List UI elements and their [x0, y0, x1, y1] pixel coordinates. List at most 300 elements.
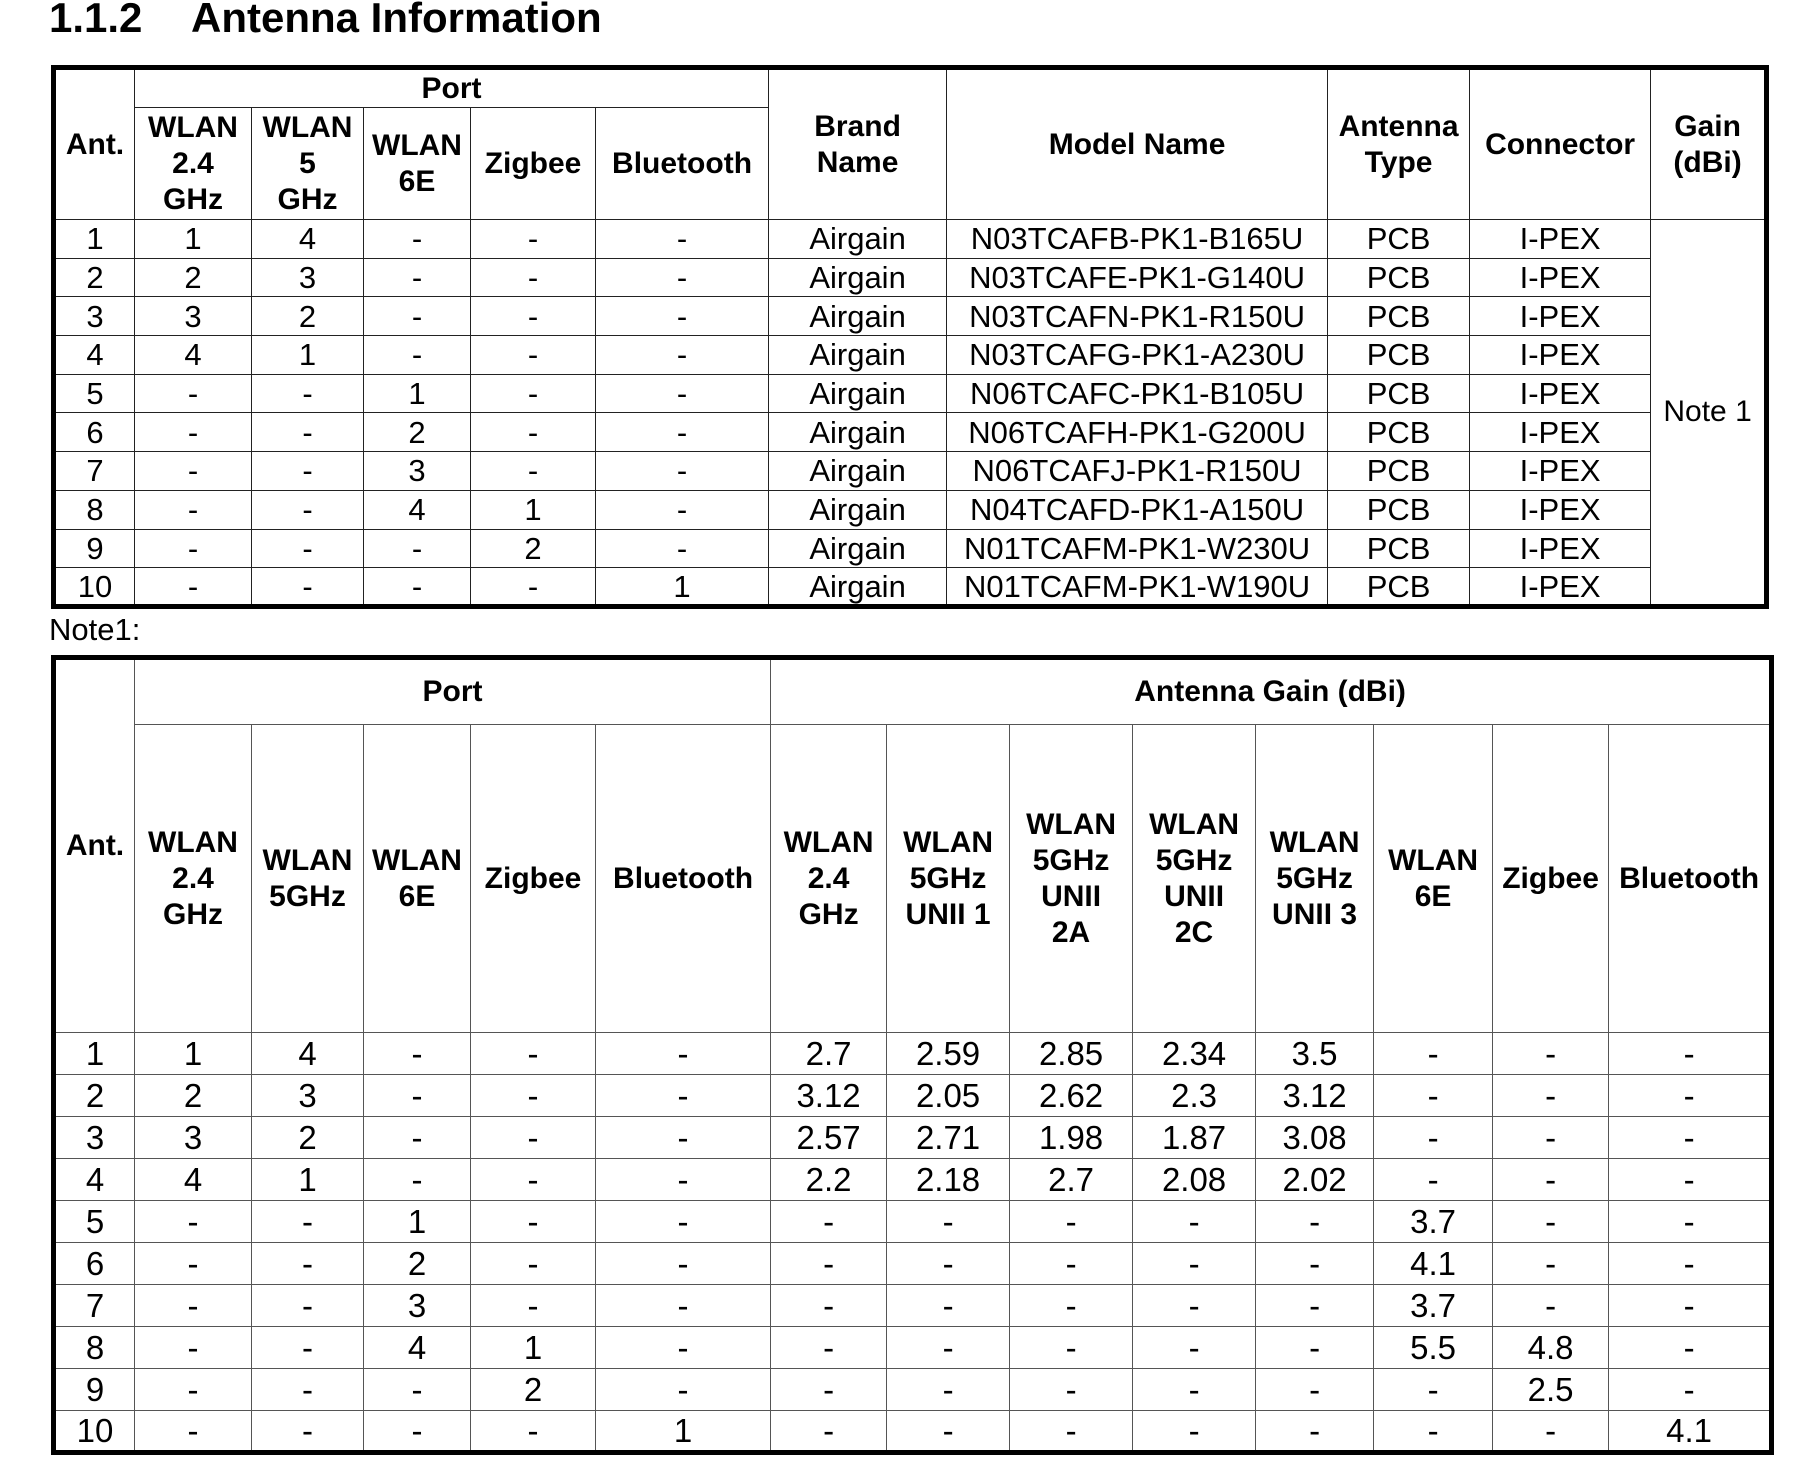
cell-gain-wlan-6e: -	[1374, 1117, 1493, 1159]
cell-gain-bluetooth: -	[1609, 1201, 1772, 1243]
cell-ant: 3	[54, 297, 135, 336]
cell-port-zigbee: -	[471, 1411, 596, 1453]
cell-port-wlan-5ghz: 1	[252, 336, 364, 375]
cell-gain-wlan-5ghz-unii3: 3.12	[1256, 1075, 1374, 1117]
cell-port-wlan-5ghz: -	[252, 490, 364, 529]
cell-gain-wlan-6e: -	[1374, 1411, 1493, 1453]
table-row	[54, 1411, 1772, 1453]
cell-port-wlan-5ghz: -	[252, 374, 364, 413]
col-group-antenna-gain: Antenna Gain (dBi)	[771, 658, 1772, 725]
cell-port-bluetooth: -	[596, 452, 769, 491]
cell-port-bluetooth: -	[596, 529, 769, 568]
cell-port-wlan-6e: -	[364, 297, 471, 336]
cell-gain-wlan-5ghz-unii2c: 2.3	[1133, 1075, 1256, 1117]
cell-gain-wlan-5ghz-unii2c: 1.87	[1133, 1117, 1256, 1159]
table-row	[54, 1075, 1772, 1117]
cell-port-wlan-5ghz: -	[252, 452, 364, 491]
cell-type: PCB	[1328, 258, 1470, 297]
table-row	[54, 568, 1767, 607]
cell-ant: 6	[54, 1243, 135, 1285]
cell-model: N06TCAFH-PK1-G200U	[947, 413, 1328, 452]
col-gain-bluetooth-label: Bluetooth	[1619, 861, 1760, 895]
cell-ant: 1	[54, 220, 135, 259]
table-row	[54, 1369, 1772, 1411]
cell-model: N03TCAFB-PK1-B165U	[947, 220, 1328, 259]
cell-gain-wlan-5ghz-unii3: -	[1256, 1411, 1374, 1453]
col-port-wlan-6e	[364, 108, 471, 220]
table-row	[54, 1201, 1772, 1243]
cell-port-bluetooth: -	[596, 1033, 771, 1075]
cell-port-bluetooth: -	[596, 1201, 771, 1243]
col-brand	[769, 68, 947, 220]
cell-port-wlan-2-4ghz: -	[135, 529, 252, 568]
cell-gain-wlan-2-4ghz: -	[771, 1285, 887, 1327]
cell-connector: I-PEX	[1470, 413, 1651, 452]
cell-port-bluetooth: -	[596, 1243, 771, 1285]
col-port-wlan-5ghz	[252, 725, 364, 1033]
cell-connector: I-PEX	[1470, 297, 1651, 336]
cell-gain-bluetooth: -	[1609, 1369, 1772, 1411]
col-gain-wlan-6e-label: WLAN 6E	[1388, 843, 1479, 913]
cell-port-wlan-6e: -	[364, 568, 471, 607]
cell-brand: Airgain	[769, 490, 947, 529]
cell-gain-wlan-5ghz-unii2a: 2.62	[1010, 1075, 1133, 1117]
cell-type: PCB	[1328, 220, 1470, 259]
cell-type: PCB	[1328, 297, 1470, 336]
cell-port-zigbee: -	[471, 1117, 596, 1159]
table-row	[54, 1243, 1772, 1285]
cell-port-wlan-6e: -	[364, 258, 471, 297]
cell-gain-wlan-5ghz-unii3: -	[1256, 1369, 1374, 1411]
cell-port-zigbee: -	[471, 336, 596, 375]
cell-port-wlan-2-4ghz: -	[135, 1327, 252, 1369]
col-port-wlan-2-4ghz-label: WLAN 2.4 GHz	[148, 110, 238, 216]
cell-gain-zigbee: -	[1493, 1159, 1609, 1201]
col-port-bluetooth	[596, 108, 769, 220]
cell-gain-wlan-2-4ghz: -	[771, 1201, 887, 1243]
cell-port-bluetooth: -	[596, 336, 769, 375]
col-ant: Ant.	[54, 658, 135, 1033]
cell-port-bluetooth: -	[596, 1159, 771, 1201]
cell-brand: Airgain	[769, 220, 947, 259]
cell-gain-wlan-6e: -	[1374, 1159, 1493, 1201]
cell-connector: I-PEX	[1470, 258, 1651, 297]
cell-port-bluetooth: 1	[596, 568, 769, 607]
cell-ant: 3	[54, 1117, 135, 1159]
cell-port-wlan-2-4ghz: -	[135, 452, 252, 491]
cell-gain-wlan-5ghz-unii1: 2.71	[887, 1117, 1010, 1159]
col-gain-wlan-6e	[1374, 725, 1493, 1033]
cell-port-wlan-2-4ghz: -	[135, 413, 252, 452]
cell-model: N03TCAFN-PK1-R150U	[947, 297, 1328, 336]
table-row	[54, 297, 1767, 336]
cell-ant: 9	[54, 1369, 135, 1411]
cell-ant: 5	[54, 1201, 135, 1243]
col-gain-wlan-2-4ghz-label: WLAN 2.4 GHz	[783, 825, 874, 931]
cell-port-wlan-6e: -	[364, 1117, 471, 1159]
col-model: Model Name	[947, 68, 1328, 220]
col-port-wlan-2-4ghz	[135, 725, 252, 1033]
cell-port-wlan-5ghz: 3	[252, 258, 364, 297]
cell-port-wlan-2-4ghz: -	[135, 374, 252, 413]
cell-gain-wlan-5ghz-unii2c: -	[1133, 1243, 1256, 1285]
cell-gain-wlan-2-4ghz: 3.12	[771, 1075, 887, 1117]
col-gain-wlan-5ghz-unii2a-label: WLAN 5GHz UNII 2A	[1026, 807, 1117, 949]
cell-brand: Airgain	[769, 452, 947, 491]
table-row	[54, 336, 1767, 375]
cell-gain-wlan-5ghz-unii2c: -	[1133, 1285, 1256, 1327]
cell-port-zigbee: -	[471, 1243, 596, 1285]
cell-port-wlan-2-4ghz: -	[135, 1243, 252, 1285]
col-port-zigbee	[471, 108, 596, 220]
cell-gain-wlan-2-4ghz: 2.57	[771, 1117, 887, 1159]
cell-port-zigbee: -	[471, 1201, 596, 1243]
cell-port-zigbee: 1	[471, 1327, 596, 1369]
cell-ant: 8	[54, 490, 135, 529]
cell-model: N01TCAFM-PK1-W190U	[947, 568, 1328, 607]
col-connector: Connector	[1470, 68, 1651, 220]
cell-ant: 7	[54, 452, 135, 491]
cell-gain-wlan-6e: 3.7	[1374, 1201, 1493, 1243]
cell-gain-wlan-5ghz-unii2a: -	[1010, 1411, 1133, 1453]
cell-port-wlan-6e: -	[364, 1369, 471, 1411]
cell-gain-zigbee: -	[1493, 1033, 1609, 1075]
cell-brand: Airgain	[769, 529, 947, 568]
cell-port-wlan-5ghz: -	[252, 529, 364, 568]
col-gain	[1651, 68, 1767, 220]
cell-port-wlan-5ghz: 2	[252, 1117, 364, 1159]
cell-port-wlan-5ghz: -	[252, 1369, 364, 1411]
col-type-label: Antenna Type	[1338, 109, 1459, 179]
cell-port-wlan-5ghz: -	[252, 1327, 364, 1369]
table-row	[54, 1327, 1772, 1369]
cell-gain-note: Note 1	[1651, 220, 1767, 607]
cell-type: PCB	[1328, 452, 1470, 491]
cell-port-zigbee: -	[471, 258, 596, 297]
cell-port-wlan-2-4ghz: 1	[135, 1033, 252, 1075]
col-gain-bluetooth	[1609, 725, 1772, 1033]
cell-port-wlan-6e: 3	[364, 1285, 471, 1327]
cell-port-bluetooth: -	[596, 1285, 771, 1327]
cell-gain-wlan-2-4ghz: -	[771, 1411, 887, 1453]
cell-port-bluetooth: -	[596, 413, 769, 452]
cell-gain-bluetooth: -	[1609, 1327, 1772, 1369]
table-row	[54, 490, 1767, 529]
cell-gain-wlan-5ghz-unii1: -	[887, 1369, 1010, 1411]
cell-port-wlan-5ghz: -	[252, 568, 364, 607]
cell-connector: I-PEX	[1470, 529, 1651, 568]
cell-gain-zigbee: -	[1493, 1285, 1609, 1327]
cell-port-zigbee: -	[471, 220, 596, 259]
cell-type: PCB	[1328, 529, 1470, 568]
cell-ant: 4	[54, 336, 135, 375]
col-port-wlan-6e-label: WLAN 6E	[372, 128, 462, 198]
cell-port-wlan-2-4ghz: -	[135, 490, 252, 529]
cell-port-bluetooth: -	[596, 258, 769, 297]
col-port-wlan-5ghz	[252, 108, 364, 220]
antenna-info-table	[51, 65, 1769, 609]
cell-port-wlan-2-4ghz: 4	[135, 1159, 252, 1201]
cell-gain-wlan-5ghz-unii3: -	[1256, 1201, 1374, 1243]
cell-gain-wlan-2-4ghz: 2.7	[771, 1033, 887, 1075]
col-gain-wlan-5ghz-unii2c	[1133, 725, 1256, 1033]
col-port-zigbee-label: Zigbee	[484, 861, 582, 895]
col-gain-wlan-5ghz-unii3	[1256, 725, 1374, 1033]
cell-connector: I-PEX	[1470, 568, 1651, 607]
cell-type: PCB	[1328, 336, 1470, 375]
cell-port-wlan-2-4ghz: -	[135, 1285, 252, 1327]
cell-port-wlan-6e: -	[364, 529, 471, 568]
cell-ant: 1	[54, 1033, 135, 1075]
table-row	[54, 452, 1767, 491]
col-port-wlan-6e	[364, 725, 471, 1033]
col-port-wlan-5ghz-label: WLAN 5GHz	[262, 843, 353, 913]
table-row	[54, 1159, 1772, 1201]
cell-gain-wlan-5ghz-unii1: -	[887, 1201, 1010, 1243]
cell-gain-wlan-5ghz-unii2c: -	[1133, 1411, 1256, 1453]
cell-gain-wlan-5ghz-unii2c: 2.08	[1133, 1159, 1256, 1201]
cell-gain-wlan-5ghz-unii1: -	[887, 1411, 1010, 1453]
cell-gain-wlan-2-4ghz: 2.2	[771, 1159, 887, 1201]
table-row	[54, 374, 1767, 413]
cell-brand: Airgain	[769, 568, 947, 607]
cell-gain-wlan-5ghz-unii2a: -	[1010, 1201, 1133, 1243]
cell-port-wlan-2-4ghz: 2	[135, 1075, 252, 1117]
cell-port-bluetooth: 1	[596, 1411, 771, 1453]
cell-model: N03TCAFE-PK1-G140U	[947, 258, 1328, 297]
col-port-zigbee	[471, 725, 596, 1033]
cell-gain-wlan-2-4ghz: -	[771, 1327, 887, 1369]
table-row	[54, 529, 1767, 568]
cell-gain-wlan-5ghz-unii1: -	[887, 1285, 1010, 1327]
cell-port-wlan-5ghz: -	[252, 1285, 364, 1327]
cell-gain-wlan-5ghz-unii1: -	[887, 1327, 1010, 1369]
cell-type: PCB	[1328, 413, 1470, 452]
cell-gain-zigbee: -	[1493, 1075, 1609, 1117]
cell-gain-wlan-5ghz-unii1: 2.05	[887, 1075, 1010, 1117]
section-heading	[49, 0, 602, 44]
cell-port-wlan-2-4ghz: -	[135, 1411, 252, 1453]
cell-port-wlan-6e: 1	[364, 1201, 471, 1243]
cell-gain-zigbee: -	[1493, 1201, 1609, 1243]
cell-gain-wlan-2-4ghz: -	[771, 1243, 887, 1285]
cell-port-wlan-6e: -	[364, 336, 471, 375]
cell-gain-wlan-5ghz-unii2a: -	[1010, 1243, 1133, 1285]
table-row	[54, 413, 1767, 452]
cell-gain-zigbee: -	[1493, 1117, 1609, 1159]
cell-ant: 4	[54, 1159, 135, 1201]
cell-port-zigbee: -	[471, 413, 596, 452]
cell-brand: Airgain	[769, 297, 947, 336]
cell-port-zigbee: -	[471, 1285, 596, 1327]
cell-gain-wlan-5ghz-unii3: -	[1256, 1327, 1374, 1369]
col-brand-label: Brand Name	[814, 109, 901, 179]
table-row	[54, 1033, 1772, 1075]
cell-port-wlan-6e: 2	[364, 1243, 471, 1285]
section-title: Antenna Information	[191, 0, 602, 41]
cell-port-zigbee: -	[471, 374, 596, 413]
cell-gain-wlan-6e: 4.1	[1374, 1243, 1493, 1285]
cell-ant: 6	[54, 413, 135, 452]
cell-port-wlan-5ghz: 1	[252, 1159, 364, 1201]
cell-gain-wlan-6e: -	[1374, 1075, 1493, 1117]
cell-port-wlan-2-4ghz: -	[135, 568, 252, 607]
cell-port-bluetooth: -	[596, 220, 769, 259]
cell-port-wlan-2-4ghz: 4	[135, 336, 252, 375]
cell-port-wlan-2-4ghz: -	[135, 1201, 252, 1243]
col-port-bluetooth-label: Bluetooth	[613, 861, 754, 895]
cell-gain-wlan-5ghz-unii2a: -	[1010, 1369, 1133, 1411]
col-gain-wlan-5ghz-unii2a	[1010, 725, 1133, 1033]
cell-gain-wlan-5ghz-unii2a: 2.85	[1010, 1033, 1133, 1075]
cell-port-wlan-6e: -	[364, 220, 471, 259]
cell-connector: I-PEX	[1470, 490, 1651, 529]
cell-gain-wlan-5ghz-unii2c: -	[1133, 1201, 1256, 1243]
cell-gain-bluetooth: -	[1609, 1285, 1772, 1327]
cell-port-zigbee: -	[471, 297, 596, 336]
cell-gain-wlan-5ghz-unii3: 2.02	[1256, 1159, 1374, 1201]
cell-brand: Airgain	[769, 258, 947, 297]
cell-brand: Airgain	[769, 374, 947, 413]
col-port-wlan-2-4ghz	[135, 108, 252, 220]
cell-ant: 9	[54, 529, 135, 568]
col-port-wlan-2-4ghz-label: WLAN 2.4 GHz	[148, 825, 238, 931]
cell-gain-wlan-5ghz-unii2a: -	[1010, 1285, 1133, 1327]
cell-port-zigbee: -	[471, 452, 596, 491]
cell-port-wlan-6e: 1	[364, 374, 471, 413]
col-ant: Ant.	[54, 68, 135, 220]
cell-connector: I-PEX	[1470, 452, 1651, 491]
cell-gain-wlan-5ghz-unii2a: 1.98	[1010, 1117, 1133, 1159]
cell-port-wlan-2-4ghz: -	[135, 1369, 252, 1411]
cell-port-wlan-5ghz: 2	[252, 297, 364, 336]
cell-gain-bluetooth: -	[1609, 1075, 1772, 1117]
cell-gain-zigbee: 4.8	[1493, 1327, 1609, 1369]
cell-port-wlan-6e: 3	[364, 452, 471, 491]
cell-gain-bluetooth: -	[1609, 1033, 1772, 1075]
cell-gain-wlan-5ghz-unii3: 3.08	[1256, 1117, 1374, 1159]
cell-ant: 2	[54, 1075, 135, 1117]
col-group-port: Port	[135, 658, 771, 725]
cell-port-wlan-6e: -	[364, 1075, 471, 1117]
cell-port-wlan-6e: -	[364, 1159, 471, 1201]
col-port-zigbee-label: Zigbee	[484, 146, 582, 180]
cell-port-wlan-6e: -	[364, 1411, 471, 1453]
cell-gain-wlan-5ghz-unii2c: -	[1133, 1327, 1256, 1369]
cell-gain-bluetooth: -	[1609, 1117, 1772, 1159]
cell-port-zigbee: -	[471, 1159, 596, 1201]
cell-model: N03TCAFG-PK1-A230U	[947, 336, 1328, 375]
cell-connector: I-PEX	[1470, 336, 1651, 375]
cell-brand: Airgain	[769, 413, 947, 452]
cell-gain-wlan-5ghz-unii2c: 2.34	[1133, 1033, 1256, 1075]
cell-port-bluetooth: -	[596, 490, 769, 529]
col-port-wlan-6e-label: WLAN 6E	[372, 843, 462, 913]
cell-gain-wlan-5ghz-unii1: 2.18	[887, 1159, 1010, 1201]
cell-port-bluetooth: -	[596, 1369, 771, 1411]
cell-port-wlan-5ghz: -	[252, 1411, 364, 1453]
cell-port-wlan-2-4ghz: 3	[135, 297, 252, 336]
cell-gain-wlan-6e: 5.5	[1374, 1327, 1493, 1369]
cell-port-wlan-5ghz: -	[252, 1201, 364, 1243]
table-row	[54, 258, 1767, 297]
cell-port-wlan-5ghz: 4	[252, 220, 364, 259]
cell-gain-wlan-5ghz-unii2a: -	[1010, 1327, 1133, 1369]
cell-model: N06TCAFJ-PK1-R150U	[947, 452, 1328, 491]
cell-port-zigbee: -	[471, 568, 596, 607]
cell-gain-bluetooth: -	[1609, 1243, 1772, 1285]
col-port-bluetooth	[596, 725, 771, 1033]
cell-port-wlan-5ghz: 3	[252, 1075, 364, 1117]
col-group-port: Port	[135, 68, 769, 108]
cell-port-zigbee: 2	[471, 529, 596, 568]
cell-gain-bluetooth: -	[1609, 1159, 1772, 1201]
cell-type: PCB	[1328, 568, 1470, 607]
cell-port-wlan-5ghz: 4	[252, 1033, 364, 1075]
cell-gain-wlan-6e: -	[1374, 1369, 1493, 1411]
cell-ant: 7	[54, 1285, 135, 1327]
col-type	[1328, 68, 1470, 220]
section-number: 1.1.2	[49, 0, 143, 41]
col-gain-wlan-5ghz-unii1	[887, 725, 1010, 1033]
cell-gain-wlan-2-4ghz: -	[771, 1369, 887, 1411]
cell-port-wlan-6e: 2	[364, 413, 471, 452]
cell-port-bluetooth: -	[596, 1075, 771, 1117]
col-gain-wlan-5ghz-unii3-label: WLAN 5GHz UNII 3	[1269, 825, 1360, 931]
cell-connector: I-PEX	[1470, 220, 1651, 259]
cell-model: N06TCAFC-PK1-B105U	[947, 374, 1328, 413]
cell-port-wlan-6e: 4	[364, 1327, 471, 1369]
cell-gain-wlan-5ghz-unii3: -	[1256, 1285, 1374, 1327]
cell-type: PCB	[1328, 374, 1470, 413]
cell-port-wlan-2-4ghz: 2	[135, 258, 252, 297]
cell-port-wlan-6e: -	[364, 1033, 471, 1075]
cell-gain-zigbee: -	[1493, 1243, 1609, 1285]
cell-port-zigbee: 2	[471, 1369, 596, 1411]
cell-gain-zigbee: -	[1493, 1411, 1609, 1453]
antenna-gain-table	[51, 655, 1774, 1455]
cell-ant: 5	[54, 374, 135, 413]
col-port-bluetooth-label: Bluetooth	[612, 146, 753, 180]
cell-port-zigbee: 1	[471, 490, 596, 529]
note-label: Note1:	[49, 612, 141, 647]
col-gain-wlan-5ghz-unii2c-label: WLAN 5GHz UNII 2C	[1149, 807, 1240, 949]
cell-gain-bluetooth: 4.1	[1609, 1411, 1772, 1453]
cell-gain-wlan-5ghz-unii3: -	[1256, 1243, 1374, 1285]
cell-port-wlan-2-4ghz: 3	[135, 1117, 252, 1159]
cell-gain-wlan-6e: -	[1374, 1033, 1493, 1075]
cell-gain-wlan-5ghz-unii1: -	[887, 1243, 1010, 1285]
cell-port-zigbee: -	[471, 1033, 596, 1075]
col-gain-label: Gain (dBi)	[1673, 109, 1742, 179]
table-row	[54, 220, 1767, 259]
cell-port-bluetooth: -	[596, 297, 769, 336]
table-row	[54, 1285, 1772, 1327]
col-gain-zigbee-label: Zigbee	[1502, 861, 1599, 895]
cell-ant: 10	[54, 568, 135, 607]
cell-type: PCB	[1328, 490, 1470, 529]
cell-port-bluetooth: -	[596, 1117, 771, 1159]
cell-port-wlan-5ghz: -	[252, 1243, 364, 1285]
cell-port-wlan-2-4ghz: 1	[135, 220, 252, 259]
cell-gain-zigbee: 2.5	[1493, 1369, 1609, 1411]
col-gain-zigbee	[1493, 725, 1609, 1033]
cell-gain-wlan-5ghz-unii1: 2.59	[887, 1033, 1010, 1075]
cell-port-bluetooth: -	[596, 374, 769, 413]
cell-model: N04TCAFD-PK1-A150U	[947, 490, 1328, 529]
cell-gain-wlan-5ghz-unii3: 3.5	[1256, 1033, 1374, 1075]
cell-connector: I-PEX	[1470, 374, 1651, 413]
